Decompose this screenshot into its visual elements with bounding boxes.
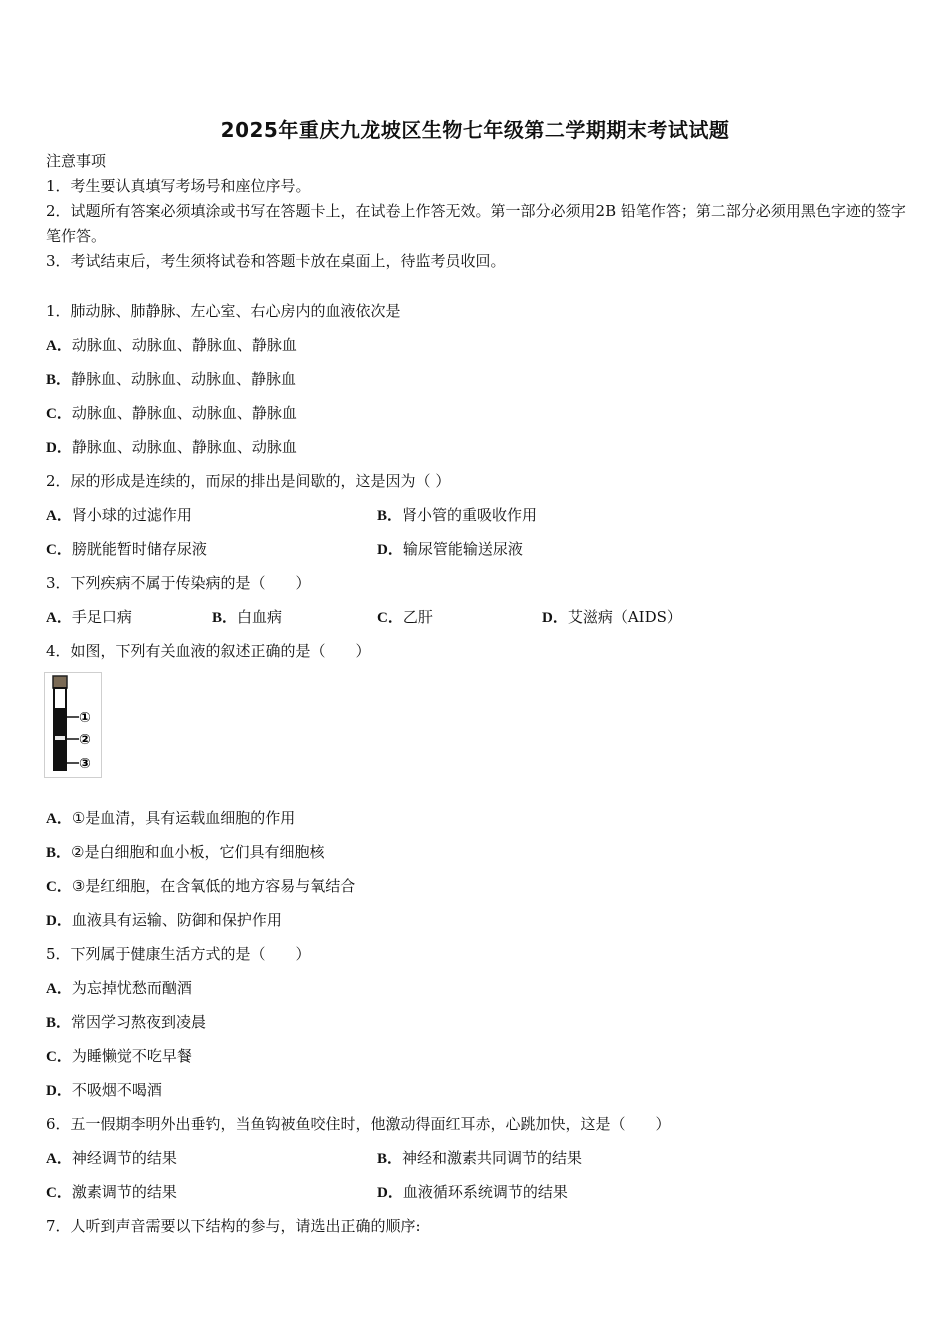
q1-option-a (46, 334, 297, 355)
q5-option-d (46, 1079, 162, 1100)
option-text: 肾小管的重吸收作用 (402, 506, 538, 524)
option-label: C． (46, 406, 72, 422)
option-label: A． (46, 610, 72, 626)
option-text: ③是红细胞，在含氧低的地方容易与氧结合 (71, 877, 356, 895)
option-label: C． (46, 1049, 72, 1065)
option-text: 为忘掉忧愁而酗酒 (71, 979, 192, 997)
q1-option-b (46, 368, 296, 389)
option-label: B． (46, 845, 72, 861)
question-6-stem: 6．五一假期李明外出垂钓，当鱼钩被鱼咬住时，他激动得面红耳赤，心跳加快，这是（ ） (46, 1115, 671, 1133)
option-text: 常因学习熬夜到凌晨 (71, 1013, 207, 1031)
option-text: 输尿管能输送尿液 (402, 540, 523, 558)
figure-label-3: ③ (79, 756, 91, 772)
q5-option-a (46, 977, 192, 998)
tube-stopper (53, 676, 67, 688)
option-text: 不吸烟不喝酒 (71, 1081, 162, 1099)
option-label: D． (46, 913, 72, 929)
page-title: 2025年重庆九龙坡区生物七年级第二学期期末考试试题 (220, 118, 730, 142)
option-text: 乙肝 (402, 608, 433, 626)
q2-option-c (46, 538, 207, 559)
option-label: B． (46, 372, 72, 388)
option-label: B． (46, 1015, 72, 1031)
option-text: 血液具有运输、防御和保护作用 (71, 911, 282, 929)
q2-option-a (46, 504, 192, 525)
q4-option-a (46, 807, 295, 828)
test-tube-diagram (44, 672, 102, 778)
option-text: ②是白细胞和血小板，它们具有细胞核 (71, 843, 325, 861)
q2-option-d (377, 538, 523, 559)
q6-option-c (46, 1181, 177, 1202)
option-text: 神经调节的结果 (71, 1149, 177, 1167)
option-text: 激素调节的结果 (71, 1183, 177, 1201)
q3-option-c (377, 606, 433, 627)
option-label: A． (46, 981, 72, 997)
option-label: C． (377, 610, 403, 626)
option-label: A． (46, 508, 72, 524)
question-4-stem: 4．如图，下列有关血液的叙述正确的是（ ） (46, 642, 371, 660)
figure-label-1: ① (79, 710, 91, 726)
option-text: 肾小球的过滤作用 (71, 506, 192, 524)
option-text: 膀胱能暂时储存尿液 (71, 540, 207, 558)
q6-option-a (46, 1147, 177, 1168)
option-label: A． (46, 1151, 72, 1167)
option-label: C． (46, 879, 72, 895)
q5-option-c (46, 1045, 192, 1066)
question-7-stem: 7．人听到声音需要以下结构的参与，请选出正确的顺序: (46, 1217, 421, 1235)
question-3-stem: 3．下列疾病不属于传染病的是（ ） (46, 574, 311, 592)
notice-item-2: 2．试题所有答案必须填涂或书写在答题卡上，在试卷上作答无效。第一部分必须用2B 铅笔作答；第二部分必须用黑色字迹的签字笔作答。 (46, 202, 906, 245)
q1-option-d (46, 436, 297, 457)
option-label: D． (377, 542, 403, 558)
buffy-coat-layer (55, 736, 65, 740)
option-label: D． (46, 1083, 72, 1099)
option-label: B． (212, 610, 238, 626)
option-label: A． (46, 338, 72, 354)
question-1-stem: 1．肺动脉、肺静脉、左心室、右心房内的血液依次是 (46, 302, 401, 320)
plasma-layer (55, 708, 65, 736)
option-label: B． (377, 1151, 403, 1167)
q4-option-c (46, 875, 355, 896)
q6-option-d (377, 1181, 568, 1202)
option-text: 血液循环系统调节的结果 (402, 1183, 568, 1201)
option-label: D． (542, 610, 568, 626)
notice-item-3: 3．考试结束后，考生须将试卷和答题卡放在桌面上，待监考员收回。 (46, 252, 506, 270)
notice-heading: 注意事项 (46, 152, 107, 170)
q3-option-a (46, 606, 132, 627)
option-label: A． (46, 811, 72, 827)
option-text: 手足口病 (71, 608, 132, 626)
option-label: D． (377, 1185, 403, 1201)
option-label: C． (46, 1185, 72, 1201)
option-text: 静脉血、动脉血、动脉血、静脉血 (71, 370, 297, 388)
option-text: ①是血清，具有运载血细胞的作用 (71, 809, 296, 827)
q4-option-b (46, 841, 324, 862)
q3-option-b (212, 606, 282, 627)
option-label: C． (46, 542, 72, 558)
q2-option-b (377, 504, 537, 525)
figure-label-2: ② (79, 732, 91, 748)
q4-option-d (46, 909, 282, 930)
option-text: 白血病 (237, 608, 283, 626)
option-text: 为睡懒觉不吃早餐 (71, 1047, 192, 1065)
red-cell-layer (55, 740, 65, 769)
option-label: D． (46, 440, 72, 456)
option-text: 神经和激素共同调节的结果 (402, 1149, 583, 1167)
question-5-stem: 5．下列属于健康生活方式的是（ ） (46, 945, 311, 963)
q3-option-d (542, 606, 682, 627)
q6-option-b (377, 1147, 582, 1168)
blood-test-tube-figure (44, 672, 102, 778)
option-text: 艾滋病（AIDS） (567, 608, 682, 626)
q5-option-b (46, 1011, 206, 1032)
option-text: 动脉血、静脉血、动脉血、静脉血 (71, 404, 297, 422)
option-text: 动脉血、动脉血、静脉血、静脉血 (71, 336, 297, 354)
option-text: 静脉血、动脉血、静脉血、动脉血 (71, 438, 297, 456)
question-2-stem: 2．尿的形成是连续的，而尿的排出是间歇的，这是因为（ ） (46, 472, 451, 490)
notice-item-1: 1．考生要认真填写考场号和座位序号。 (46, 177, 311, 195)
option-label: B． (377, 508, 403, 524)
q1-option-c (46, 402, 297, 423)
